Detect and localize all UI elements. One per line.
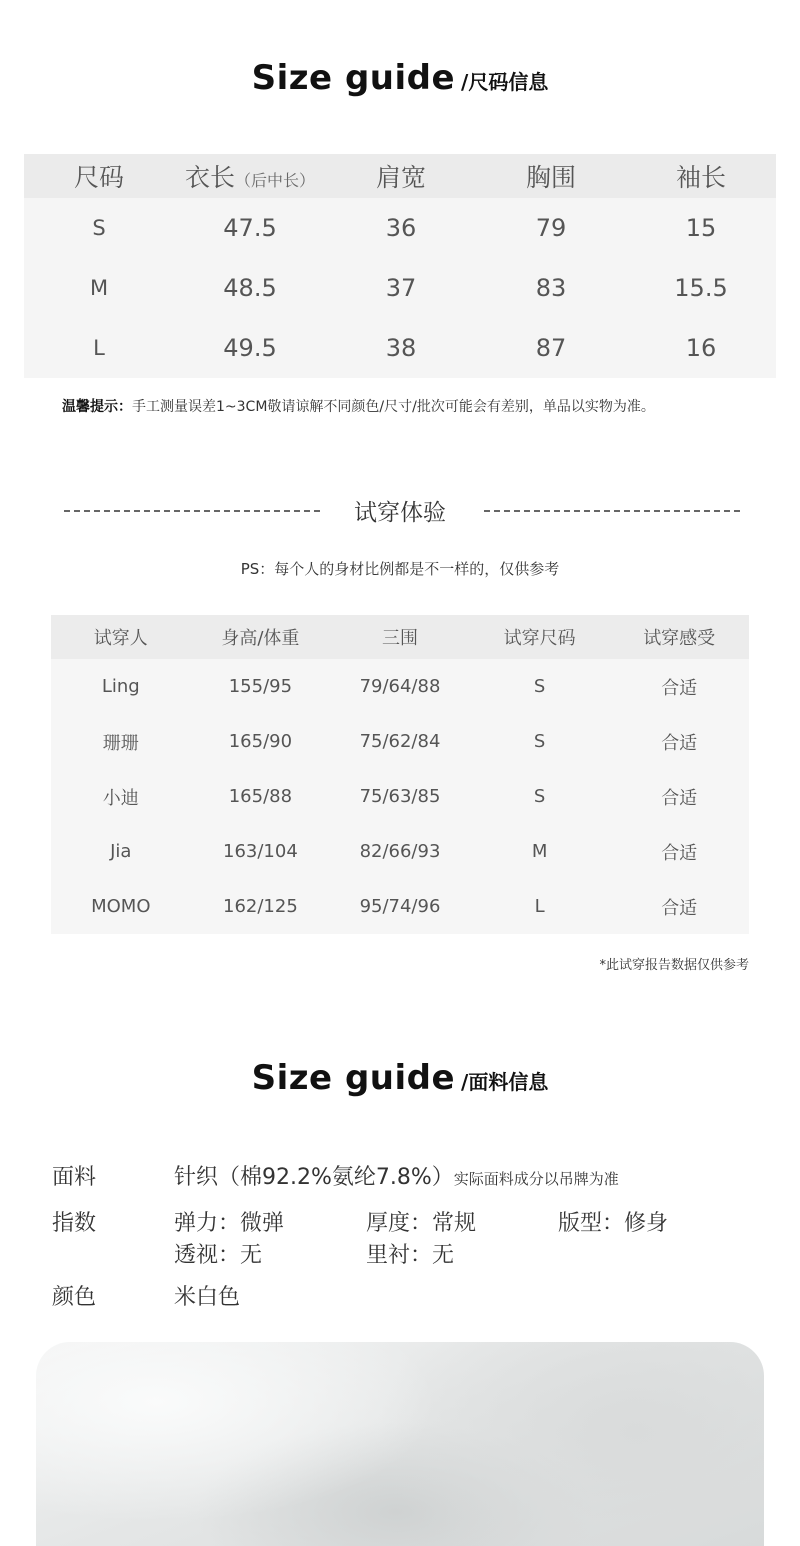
cell-try-size: M (531, 841, 548, 862)
title-main: Size guide (251, 58, 456, 98)
title-main: Size guide (251, 1058, 456, 1098)
material-label: 面料 (52, 1165, 97, 1190)
elasticity-value: 弹力：微弹 (174, 1211, 285, 1236)
title-sub: /面料信息 (461, 1070, 549, 1094)
cell-try-size: S (533, 786, 546, 807)
cell-length: 49.5 (223, 334, 277, 362)
cell-height-weight: 162/125 (223, 896, 298, 917)
table-row (24, 198, 776, 258)
try-on-table-header (51, 615, 749, 659)
cell-chest: 79 (535, 214, 567, 242)
cell-height-weight: 165/90 (228, 731, 293, 752)
cell-shoulder: 36 (385, 214, 417, 242)
size-guide-title (0, 58, 800, 98)
cell-tester: Ling (101, 676, 140, 697)
cell-try-size: S (533, 731, 546, 752)
cell-try-size: S (533, 676, 546, 697)
header-chest: 胸围 (476, 154, 626, 198)
cell-measurements: 75/63/85 (359, 786, 441, 807)
fabric-swatch-image (36, 1342, 764, 1546)
cell-tester: Jia (110, 841, 132, 862)
fit-value: 版型：修身 (558, 1211, 669, 1236)
cell-feeling: 合适 (661, 897, 698, 919)
cell-length: 47.5 (223, 214, 277, 242)
material-note: 实际面料成分以吊牌为准 (453, 1170, 619, 1188)
header-height-weight: 身高/体重 (191, 615, 331, 659)
size-table (24, 154, 776, 378)
cell-height-weight: 163/104 (223, 841, 298, 862)
cell-chest: 87 (535, 334, 567, 362)
report-note: *此试穿报告数据仅供参考 (599, 958, 749, 973)
note-text: 手工测量误差1~3CM敬请谅解不同颜色/尺寸/批次可能会有差别，单品以实物为准。 (132, 399, 655, 415)
ps-note: PS：每个人的身材比例都是不一样的，仅供参考 (240, 560, 560, 578)
note-label: 温馨提示： (62, 399, 132, 415)
transparency-value: 透视：无 (174, 1243, 263, 1268)
cell-length: 48.5 (223, 274, 277, 302)
table-row (51, 824, 749, 879)
index-label: 指数 (52, 1211, 97, 1236)
table-row (24, 258, 776, 318)
cell-measurements: 79/64/88 (359, 676, 441, 697)
cell-tester: 小迪 (102, 787, 139, 809)
lining-value: 里衬：无 (366, 1243, 455, 1268)
cell-shoulder: 38 (385, 334, 417, 362)
cell-height-weight: 165/88 (228, 786, 293, 807)
cell-chest: 83 (535, 274, 567, 302)
cell-tester: 珊珊 (102, 732, 139, 754)
header-measurements: 三围 (330, 615, 470, 659)
cell-try-size: L (534, 896, 545, 917)
color-label: 颜色 (52, 1285, 97, 1310)
cell-size: S (92, 216, 106, 240)
cell-sleeve: 16 (685, 334, 717, 362)
header-tester: 试穿人 (51, 615, 191, 659)
table-row (51, 714, 749, 769)
table-row (51, 769, 749, 824)
cell-shoulder: 37 (385, 274, 417, 302)
measurement-note (62, 396, 655, 416)
try-on-table (51, 615, 749, 934)
cell-sleeve: 15 (685, 214, 717, 242)
thickness-value: 厚度：常规 (366, 1211, 477, 1236)
cell-tester: MOMO (91, 896, 151, 917)
try-on-title: 试穿体验 (354, 500, 446, 526)
header-feeling: 试穿感受 (609, 615, 749, 659)
table-row (24, 318, 776, 378)
size-table-header (24, 154, 776, 198)
header-size: 尺码 (24, 154, 174, 198)
fabric-guide-title (0, 1058, 800, 1098)
cell-height-weight: 155/95 (228, 676, 293, 697)
header-try-size: 试穿尺码 (470, 615, 610, 659)
header-shoulder: 肩宽 (326, 154, 476, 198)
cell-sleeve: 15.5 (674, 274, 728, 302)
cell-feeling: 合适 (661, 732, 698, 754)
cell-measurements: 75/62/84 (359, 731, 441, 752)
cell-feeling: 合适 (661, 842, 698, 864)
color-value: 米白色 (174, 1285, 241, 1310)
cell-size: L (93, 336, 105, 360)
cell-feeling: 合适 (661, 787, 698, 809)
cell-measurements: 82/66/93 (359, 841, 441, 862)
cell-feeling: 合适 (661, 677, 698, 699)
title-sub: /尺码信息 (461, 70, 549, 94)
try-on-heading (0, 492, 800, 526)
dashed-divider-right (484, 510, 740, 512)
cell-measurements: 95/74/96 (359, 896, 441, 917)
header-sleeve: 袖长 (626, 154, 776, 198)
header-length-note: （后中长） (235, 171, 316, 190)
table-row (51, 879, 749, 934)
header-length: 衣长（后中长） (174, 154, 326, 198)
table-row (51, 659, 749, 714)
cell-size: M (89, 276, 109, 300)
material-value: 针织（棉92.2%氨纶7.8%）实际面料成分以吊牌为准 (174, 1165, 619, 1190)
